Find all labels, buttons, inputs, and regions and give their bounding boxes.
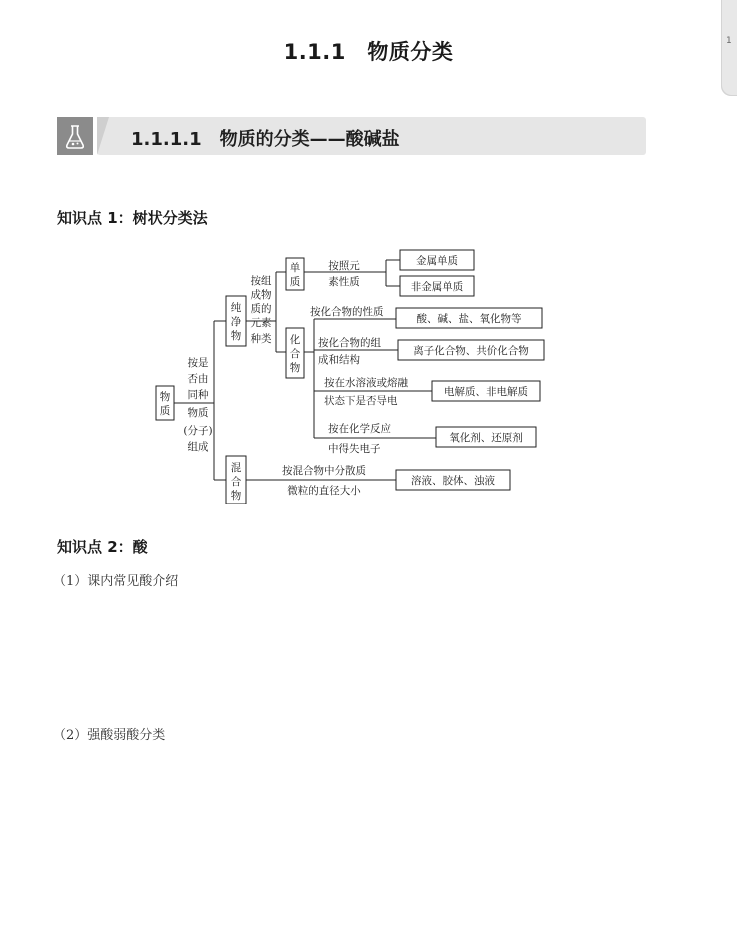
mixture-criterion-1: 按混合物中分散质 xyxy=(282,465,366,477)
element-criterion-2: 素性质 xyxy=(328,276,360,288)
pure-criterion-3: 质的 xyxy=(250,303,272,315)
tree-root-char-1: 物 xyxy=(159,391,171,403)
leaf-solution-colloid-suspension-label: 溶液、胶体、浊液 xyxy=(411,475,495,487)
compound-char-2: 合 xyxy=(289,348,301,360)
element-char-1: 单 xyxy=(289,262,301,274)
knowledge-point-heading: 知识点 2：酸 xyxy=(57,538,148,556)
leaf-ionic-covalent-label: 离子化合物、共价化合物 xyxy=(413,345,529,357)
leaf-metal-element-label: 金属单质 xyxy=(416,255,458,267)
section-icon-box xyxy=(57,117,93,155)
mixture-criterion-2: 微粒的直径大小 xyxy=(287,485,361,497)
root-criterion-2: 否由 xyxy=(187,373,209,385)
pure-criterion-5: 种类 xyxy=(250,333,272,345)
sub-item-heading: （2）强酸弱酸分类 xyxy=(53,728,166,743)
section-banner xyxy=(57,117,646,155)
mixture-char-3: 物 xyxy=(230,490,242,502)
root-criterion-3: 同种 xyxy=(187,389,209,401)
root-criterion-6: 组成 xyxy=(187,441,209,453)
leaf-nonmetal-element-label: 非金属单质 xyxy=(410,281,464,293)
compound-criterion-1: 按化合物的性质 xyxy=(310,306,384,318)
sub-item-heading: （1）课内常见酸介绍 xyxy=(53,574,179,589)
page-number: 1 xyxy=(726,36,732,46)
compound-criterion-3a: 按在水溶液或熔融 xyxy=(324,377,408,389)
mixture-char-1: 混 xyxy=(230,462,242,474)
pure-criterion-2: 成物 xyxy=(250,289,272,301)
compound-criterion-4a: 按在化学反应 xyxy=(328,423,391,435)
leaf-electrolyte-label: 电解质、非电解质 xyxy=(444,386,528,398)
classification-tree-diagram xyxy=(148,242,548,504)
leaf-acid-base-salt-oxide-label: 酸、碱、盐、氧化物等 xyxy=(416,313,522,325)
element-criterion-1: 按照元 xyxy=(328,260,360,272)
section-title: 1.1.1.1 物质的分类——酸碱盐 xyxy=(131,129,400,150)
pure-char-3: 物 xyxy=(230,330,242,342)
compound-criterion-2b: 成和结构 xyxy=(318,354,360,366)
root-criterion-4: 物质 xyxy=(187,407,209,419)
tree-root-char-2: 质 xyxy=(159,405,171,417)
pure-char-1: 纯 xyxy=(230,302,242,314)
leaf-oxidant-reductant-label: 氧化剂、还原剂 xyxy=(449,432,523,444)
root-criterion-1: 按是 xyxy=(187,357,209,369)
chapter-title: 1.1.1 物质分类 xyxy=(283,40,454,64)
pure-criterion-4: 元素 xyxy=(250,317,272,329)
section-banner-slash xyxy=(97,117,109,155)
root-criterion-5: (分子) xyxy=(183,425,213,437)
compound-criterion-3b: 状态下是否导电 xyxy=(324,395,398,407)
flask-icon xyxy=(57,117,93,155)
pure-char-2: 净 xyxy=(230,316,242,328)
compound-char-1: 化 xyxy=(289,334,301,346)
element-char-2: 质 xyxy=(289,276,301,288)
pure-criterion-1: 按组 xyxy=(250,275,272,287)
knowledge-point-heading: 知识点 1：树状分类法 xyxy=(57,209,208,227)
mixture-char-2: 合 xyxy=(230,476,242,488)
compound-criterion-2a: 按化合物的组 xyxy=(318,337,381,349)
compound-criterion-4b: 中得失电子 xyxy=(328,443,381,455)
compound-char-3: 物 xyxy=(289,362,301,374)
